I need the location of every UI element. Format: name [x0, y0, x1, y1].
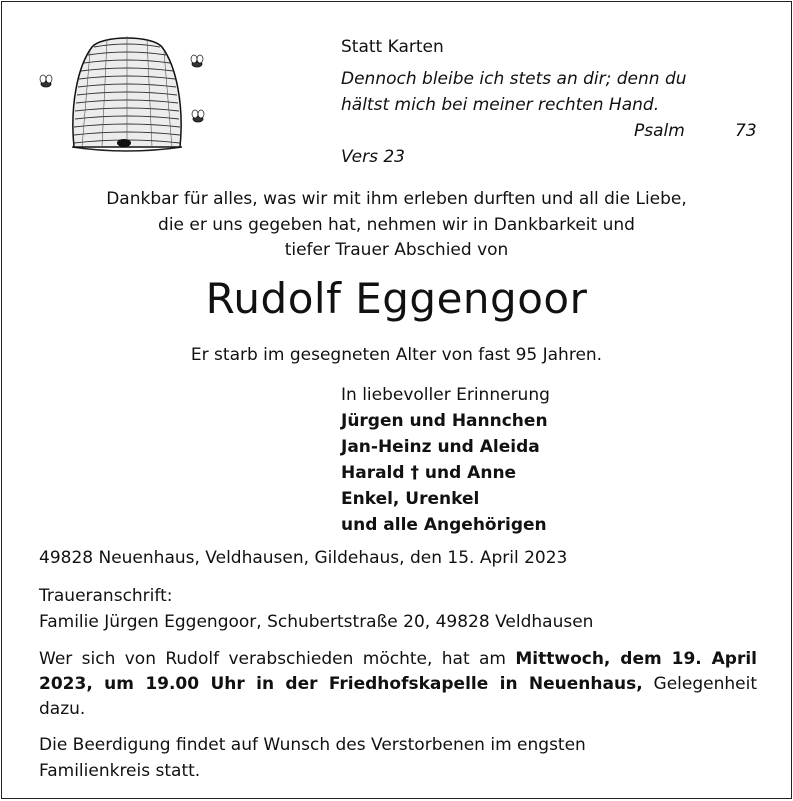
intro-line-2: die er uns gegeben hat, nehmen wir in Dankbarkeit und — [158, 215, 635, 235]
address-line: Familie Jürgen Eggengoor, Schubertstraße 20, 49828 Veldhausen — [39, 612, 594, 632]
psalm-line-1: Dennoch bleibe ich stets an dir; denn du — [341, 69, 687, 89]
mourner-3: Harald † und Anne — [341, 463, 517, 483]
place-date: 49828 Neuenhaus, Veldhausen, Gildehaus, den 15. April 2023 — [39, 548, 568, 568]
deceased-name: Rudolf Eggengoor — [205, 274, 588, 323]
beehive-with-bees-icon — [32, 27, 222, 157]
mourner-2: Jan-Heinz und Aleida — [341, 437, 540, 457]
mourner-4: Enkel, Urenkel — [341, 489, 480, 509]
statt-karten: Statt Karten — [341, 37, 444, 57]
intro-line-3: tiefer Trauer Abschied von — [284, 240, 509, 260]
farewell-text-2: Gelegenheit dazu. — [39, 674, 757, 719]
mourners-intro: In liebevoller Erinnerung — [341, 385, 550, 405]
funeral-line-1: Die Beerdigung findet auf Wunsch des Verstorbenen im engsten — [39, 735, 586, 755]
funeral-line-2: Familienkreis statt. — [39, 761, 201, 781]
farewell-paragraph — [39, 647, 757, 722]
psalm-ref-vers: Vers 23 — [341, 147, 405, 167]
mourner-5: und alle Angehörigen — [341, 515, 547, 535]
psalm-ref-word: Psalm — [634, 121, 685, 141]
age-note: Er starb im gesegneten Alter von fast 95 Jahren. — [190, 345, 603, 365]
farewell-bold: Mittwoch, dem 19. April 2023, um 19.00 Uhr in der Friedhofskapelle in Neuenhaus, — [39, 649, 757, 694]
address-label: Traueranschrift: — [39, 586, 173, 606]
obituary-card — [1, 1, 792, 799]
psalm-line-2: hältst mich bei meiner rechten Hand. — [341, 95, 660, 115]
mourner-1: Jürgen und Hannchen — [341, 411, 548, 431]
psalm-ref-number: 73 — [735, 121, 757, 141]
farewell-text-1: Wer sich von Rudolf verabschieden möchte, hat am — [39, 649, 516, 669]
intro-line-1: Dankbar für alles, was wir mit ihm erleben durften und all die Liebe, — [106, 189, 687, 209]
